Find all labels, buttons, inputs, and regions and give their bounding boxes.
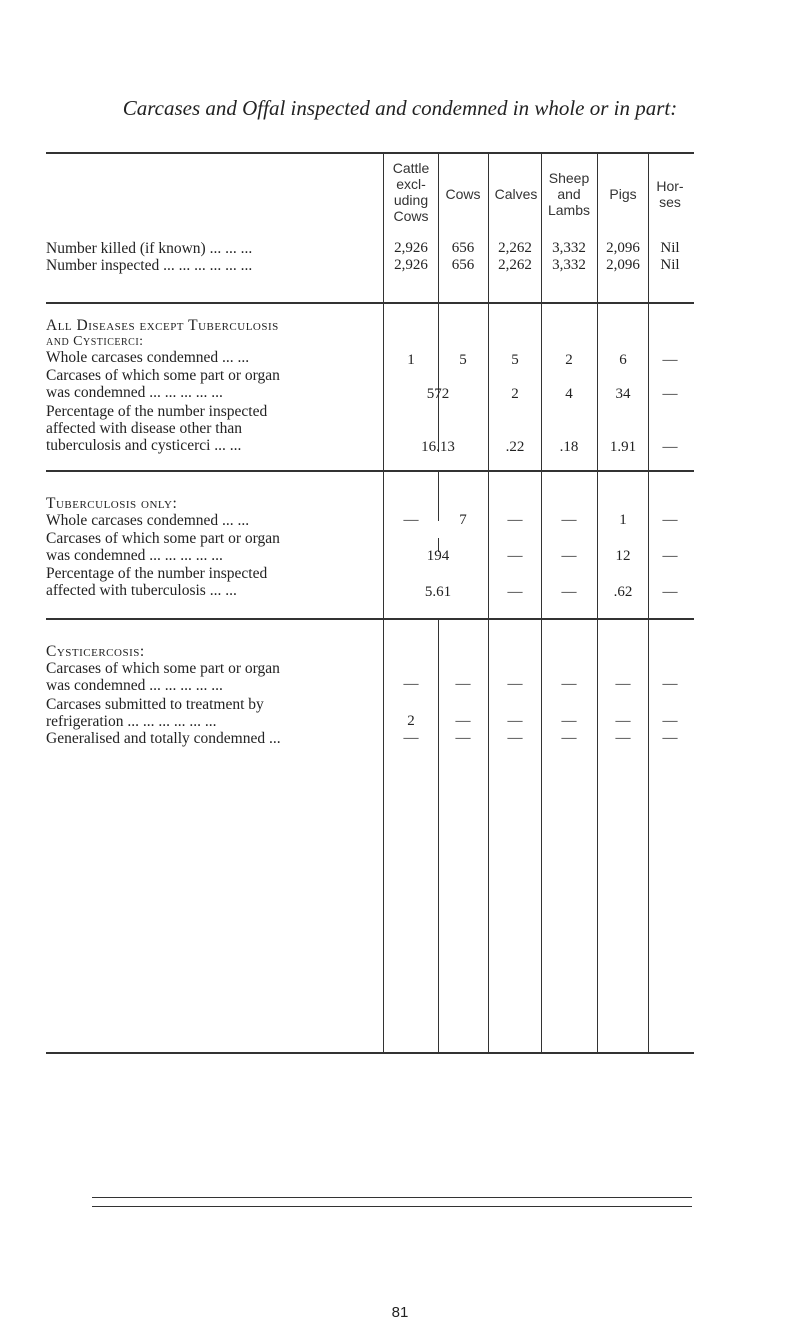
row-label: Carcases submitted to treatment by xyxy=(46,696,264,713)
cell: — xyxy=(507,512,523,528)
cell: — xyxy=(561,584,577,600)
cell: 6 xyxy=(619,352,627,368)
cell: — xyxy=(662,730,678,746)
cell: — xyxy=(615,713,631,729)
section-heading-all-2: and Cysticerci: xyxy=(46,334,144,349)
row-label: was condemned ... ... ... ... ... xyxy=(46,677,223,694)
col-divider xyxy=(541,152,542,302)
cell: 2,096 xyxy=(606,257,640,273)
merged-cell: 572 xyxy=(426,386,450,402)
merged-cell: 16.13 xyxy=(421,439,455,455)
header-sheep: Sheep and Lambs xyxy=(547,170,591,218)
cell: — xyxy=(507,584,523,600)
cell: Nil xyxy=(660,257,680,273)
section-heading-tb: Tuberculosis only: xyxy=(46,495,178,512)
row-label: refrigeration ... ... ... ... ... ... xyxy=(46,713,217,730)
cell: — xyxy=(561,512,577,528)
section-rule xyxy=(46,302,694,304)
cell: — xyxy=(662,548,678,564)
row-label: was condemned ... ... ... ... ... xyxy=(46,547,223,564)
section-heading-cyst: Cysticercosis: xyxy=(46,643,145,660)
row-label: Percentage of the number inspected xyxy=(46,403,268,420)
section-heading-all: All Diseases except Tuberculosis xyxy=(46,317,279,334)
cell: .18 xyxy=(559,439,579,455)
cell: — xyxy=(615,730,631,746)
cell: 12 xyxy=(615,548,631,564)
footer-rule xyxy=(92,1197,692,1198)
cell: 5 xyxy=(511,352,519,368)
cell: 2 xyxy=(565,352,573,368)
row-label: was condemned ... ... ... ... ... xyxy=(46,384,223,401)
cell: — xyxy=(561,730,577,746)
cell: — xyxy=(662,584,678,600)
cell: 5 xyxy=(459,352,467,368)
cell: 34 xyxy=(615,386,631,402)
row-label: tuberculosis and cysticerci ... ... xyxy=(46,437,242,454)
cell: — xyxy=(507,548,523,564)
cell: 1 xyxy=(619,512,627,528)
cell: — xyxy=(403,676,419,692)
cell: 2,096 xyxy=(606,240,640,256)
col-divider xyxy=(383,152,384,302)
cell: — xyxy=(403,512,419,528)
cell: .22 xyxy=(505,439,525,455)
row-label: Percentage of the number inspected xyxy=(46,565,268,582)
cell: — xyxy=(662,352,678,368)
row-label: affected with disease other than xyxy=(46,420,242,437)
cell: 2,262 xyxy=(498,240,532,256)
row-label: Whole carcases condemned ... ... xyxy=(46,512,250,529)
cell: — xyxy=(455,730,471,746)
cell: 2 xyxy=(511,386,519,402)
cell: 2 xyxy=(407,713,415,729)
header-calves: Calves xyxy=(494,186,538,202)
cell: .62 xyxy=(613,584,633,600)
section-rule xyxy=(46,470,694,472)
cell: — xyxy=(455,676,471,692)
row-label: affected with tuberculosis ... ... xyxy=(46,582,237,599)
cell: — xyxy=(561,676,577,692)
section-rule xyxy=(46,618,694,620)
cell: 2,926 xyxy=(394,257,428,273)
cell: — xyxy=(662,713,678,729)
col-divider-fragment xyxy=(438,420,439,440)
footer-rule-2 xyxy=(92,1206,692,1207)
col-divider xyxy=(488,152,489,302)
col-divider xyxy=(438,152,439,302)
cell: — xyxy=(662,439,678,455)
cell: 2,926 xyxy=(394,240,428,256)
cell: 3,332 xyxy=(552,257,586,273)
merged-cell: 194 xyxy=(426,548,450,564)
cell: 7 xyxy=(459,512,467,528)
cell: 3,332 xyxy=(552,240,586,256)
cell: 2,262 xyxy=(498,257,532,273)
header-pigs: Pigs xyxy=(609,186,637,202)
row-label: Carcases of which some part or organ xyxy=(46,660,280,677)
col-divider xyxy=(648,152,649,302)
cell: — xyxy=(455,713,471,729)
cell: — xyxy=(662,676,678,692)
cell: — xyxy=(403,730,419,746)
cell: 4 xyxy=(565,386,573,402)
row-label: Carcases of which some part or organ xyxy=(46,530,280,547)
cell: — xyxy=(662,512,678,528)
row-label-killed: Number killed (if known) ... ... ... xyxy=(46,240,253,257)
cell: Nil xyxy=(660,240,680,256)
header-cows: Cows xyxy=(445,186,481,202)
col-divider xyxy=(438,470,439,508)
row-label-inspected: Number inspected ... ... ... ... ... ... xyxy=(46,257,253,274)
col-divider xyxy=(597,152,598,302)
page-title: Carcases and Offal inspected and condemned in whole or in part: xyxy=(122,96,678,120)
page-number: 81 xyxy=(391,1304,409,1321)
cell: — xyxy=(507,730,523,746)
cell: 656 xyxy=(451,240,475,256)
cell: 656 xyxy=(451,257,475,273)
cell: — xyxy=(615,676,631,692)
row-label: Whole carcases condemned ... ... xyxy=(46,349,250,366)
cell: 1.91 xyxy=(609,439,637,455)
cell: — xyxy=(662,386,678,402)
cell: — xyxy=(507,713,523,729)
row-label: Carcases of which some part or organ xyxy=(46,367,280,384)
header-cattle: Cattle excl- uding Cows xyxy=(392,160,430,224)
row-label: Generalised and totally condemned ... xyxy=(46,730,281,747)
cell: — xyxy=(561,713,577,729)
cell: — xyxy=(561,548,577,564)
cell: — xyxy=(507,676,523,692)
header-horses: Hor- ses xyxy=(656,178,684,210)
cell: 1 xyxy=(407,352,415,368)
merged-cell: 5.61 xyxy=(424,584,452,600)
